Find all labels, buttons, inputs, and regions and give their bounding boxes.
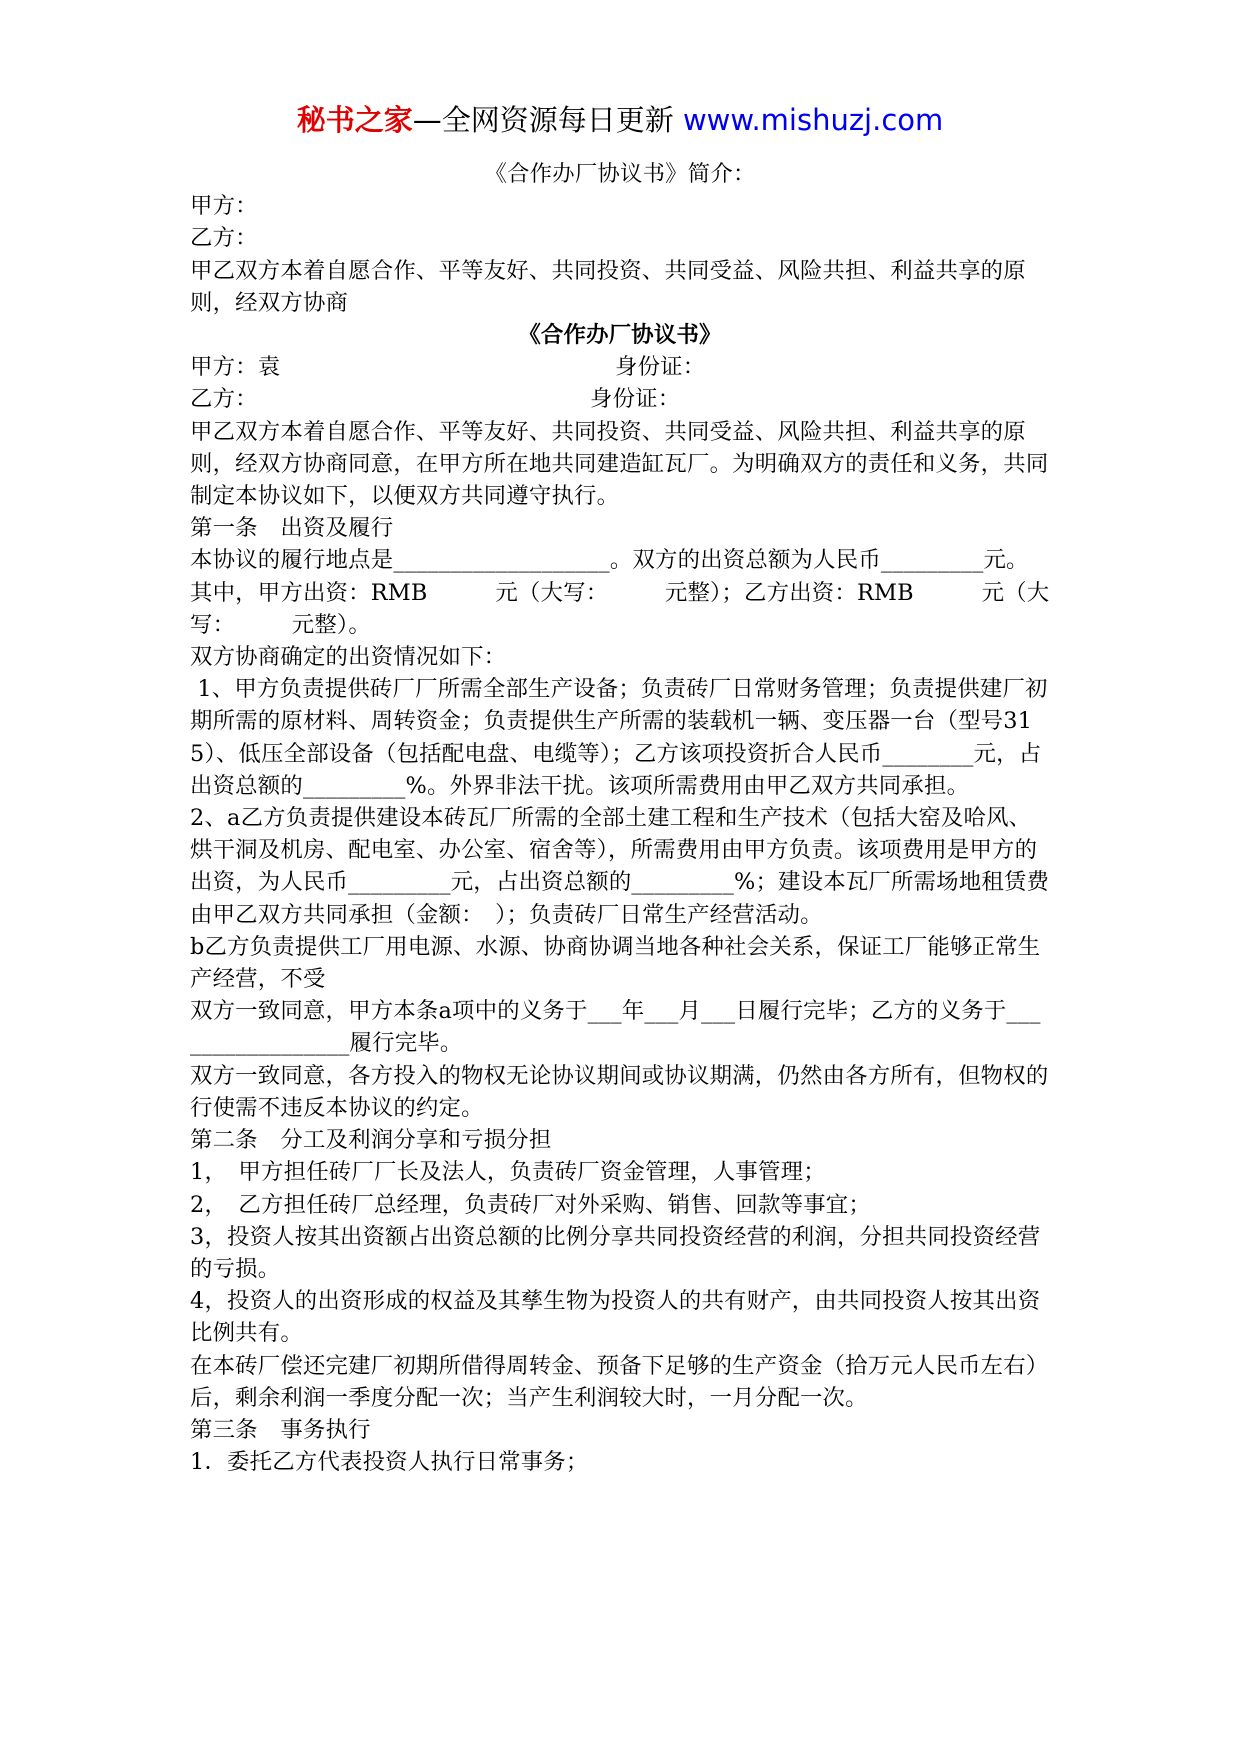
party-a-label: 甲方：袁 [190,354,281,381]
document-body [190,158,1050,1478]
intro-title: 《合作办厂协议书》简介： [484,161,756,187]
article-1-paragraph-5: b乙方负责提供工厂用电源、水源、协商协调当地各种社会关系，保证工厂能够正常生产经营，不受 [190,933,1041,993]
banner-url-link[interactable]: www.mishuzj.com [682,103,944,137]
article-1-paragraph-7: 双方一致同意，各方投入的物权无论协议期间或协议期满，仍然由各方所有，但物权的行使需不违反本协议的约定。 [190,1062,1049,1121]
party-b-id-label: 身份证： [590,386,681,413]
article-3-heading: 第三条 事务执行 [190,1416,371,1443]
article-1-paragraph-6: 双方一致同意，甲方本条a项中的义务于___年___月___日履行完毕；乙方的义务于_________________履行完毕。 [190,998,1041,1057]
article-2-item-3: 3，投资人按其出资额占出资总额的比例分享共同投资经营的利润，分担共同投资经营的亏损。 [190,1223,1041,1282]
article-2-item-1: 1， 甲方担任砖厂厂长及法人，负责砖厂资金管理，人事管理； [190,1159,826,1186]
article-1-paragraph-3: 1、甲方负责提供砖厂厂所需全部生产设备；负责砖厂日常财务管理；负责提供建厂初期所需的原材料、周转资金；负责提供生产所需的装载机一辆、变压器一台（型号315）、低压全部设备（包括配电盘、电缆等）；乙方该项投资折合人民币________元，占出资总额的_________%。外界非法干扰。该项所需费用由甲乙双方共同承担。 [190,676,1048,799]
article-2-item-4: 4，投资人的出资形成的权益及其孳生物为投资人的共有财产，由共同投资人按其出资比例共有。 [190,1288,1041,1347]
article-1-heading: 第一条 出资及履行 [190,515,394,542]
banner-brand: 秘书之家 [296,103,413,137]
article-2-heading: 第二条 分工及利润分享和亏损分担 [190,1127,552,1154]
party-b-row [190,383,1050,415]
article-1-paragraph-2: 双方协商确定的出资情况如下： [190,644,507,671]
article-2-paragraph-5: 在本砖厂偿还完建厂初期所借得周转金、预备下足够的生产资金（拾万元人民币左右）后，剩余利润一季度分配一次；当产生利润较大时，一月分配一次。 [190,1352,1049,1411]
article-3-item-1: 1．委托乙方代表投资人执行日常事务； [190,1449,589,1476]
intro-summary: 甲乙双方本着自愿合作、平等友好、共同投资、共同受益、风险共担、利益共享的原则，经双方协商 [190,257,1026,316]
intro-party-b: 乙方： [190,225,258,252]
preamble-paragraph: 甲乙双方本着自愿合作、平等友好、共同投资、共同受益、风险共担、利益共享的原则，经双方协商同意，在甲方所在地共同建造缸瓦厂。为明确双方的责任和义务，共同制定本协议如下，以便双方共同遵守执行。 [190,418,1049,510]
party-a-row [190,351,1050,383]
article-2-item-2: 2， 乙方担任砖厂总经理，负责砖厂对外采购、销售、回款等事宜； [190,1191,871,1218]
article-1-paragraph-4: 2、a乙方负责提供建设本砖瓦厂所需的全部土建工程和生产技术（包括大窑及哈风、烘干洞及机房、配电室、办公室、宿舍等），所需费用由甲方负责。该项费用是甲方的出资，为人民币_________元，占出资总额的_________%；建设本瓦厂所需场地租赁费由甲乙双方共同承担（金额： ）；负责砖厂日常生产经营活动。 [190,805,1050,928]
banner-tagline: —全网资源每日更新 [412,103,674,137]
document-title: 《合作办厂协议书》 [518,322,722,349]
article-1-paragraph-1: 本协议的履行地点是___________________。双方的出资总额为人民币_________元。其中，甲方出资：RMB 元（大写： 元整）；乙方出资：RMB 元（大写： 元整）。 [190,547,1050,638]
party-b-label: 乙方： [190,386,258,413]
intro-party-a: 甲方： [190,193,258,220]
site-banner [0,100,1240,140]
party-a-id-label: 身份证： [615,354,706,381]
